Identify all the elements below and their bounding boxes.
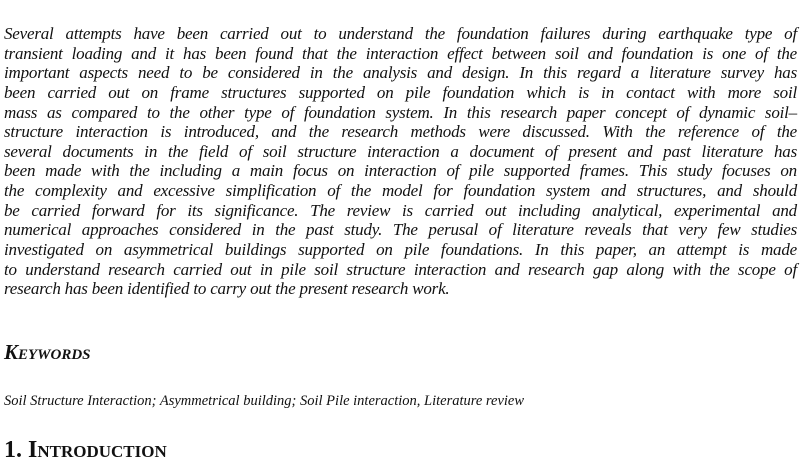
abstract-line: mass as compared to the other type of foundation system. In this research paper concept of dynamic soil– (4, 102, 797, 122)
abstract-line: investigated on asymmetrical buildings supported on pile foundations. In this paper, an attempt is made (4, 240, 797, 260)
abstract-line: to understand research carried out in pile soil structure interaction and research gap along with the scope of (4, 259, 797, 279)
introduction-heading: 1. Introduction (4, 437, 167, 463)
abstract (4, 24, 797, 299)
abstract-line: been carried out on frame structures supported on pile foundation which is in contact with more soil (4, 82, 797, 102)
abstract-line: several documents in the field of soil structure interaction a document of present and past literature has (4, 141, 797, 161)
keywords-text: Soil Structure Interaction; Asymmetrical building; Soil Pile interaction, Literature review (4, 393, 525, 409)
abstract-line: been made with the including a main focus on interaction of pile supported frames. This study focuses on (4, 161, 797, 181)
abstract-line: structure interaction is introduced, and the research methods were discussed. With the reference of the (4, 122, 797, 142)
abstract-line: the complexity and excessive simplification of the model for foundation system and structures, and should (4, 181, 797, 201)
abstract-line: transient loading and it has been found that the interaction effect between soil and foundation is one of the (4, 43, 797, 63)
abstract-line: research has been identified to carry out the present research work. (4, 279, 450, 299)
keywords-heading: Keywords (4, 340, 91, 364)
abstract-line: important aspects need to be considered in the analysis and design. In this regard a literature survey has (4, 63, 797, 83)
abstract-line: numerical approaches considered in the past study. The perusal of literature reveals that very few studies (4, 220, 797, 240)
abstract-line: be carried forward for its significance. The review is carried out including analytical, experimental and (4, 200, 797, 220)
abstract-line: Several attempts have been carried out to understand the foundation failures during earthquake type of (4, 24, 797, 43)
